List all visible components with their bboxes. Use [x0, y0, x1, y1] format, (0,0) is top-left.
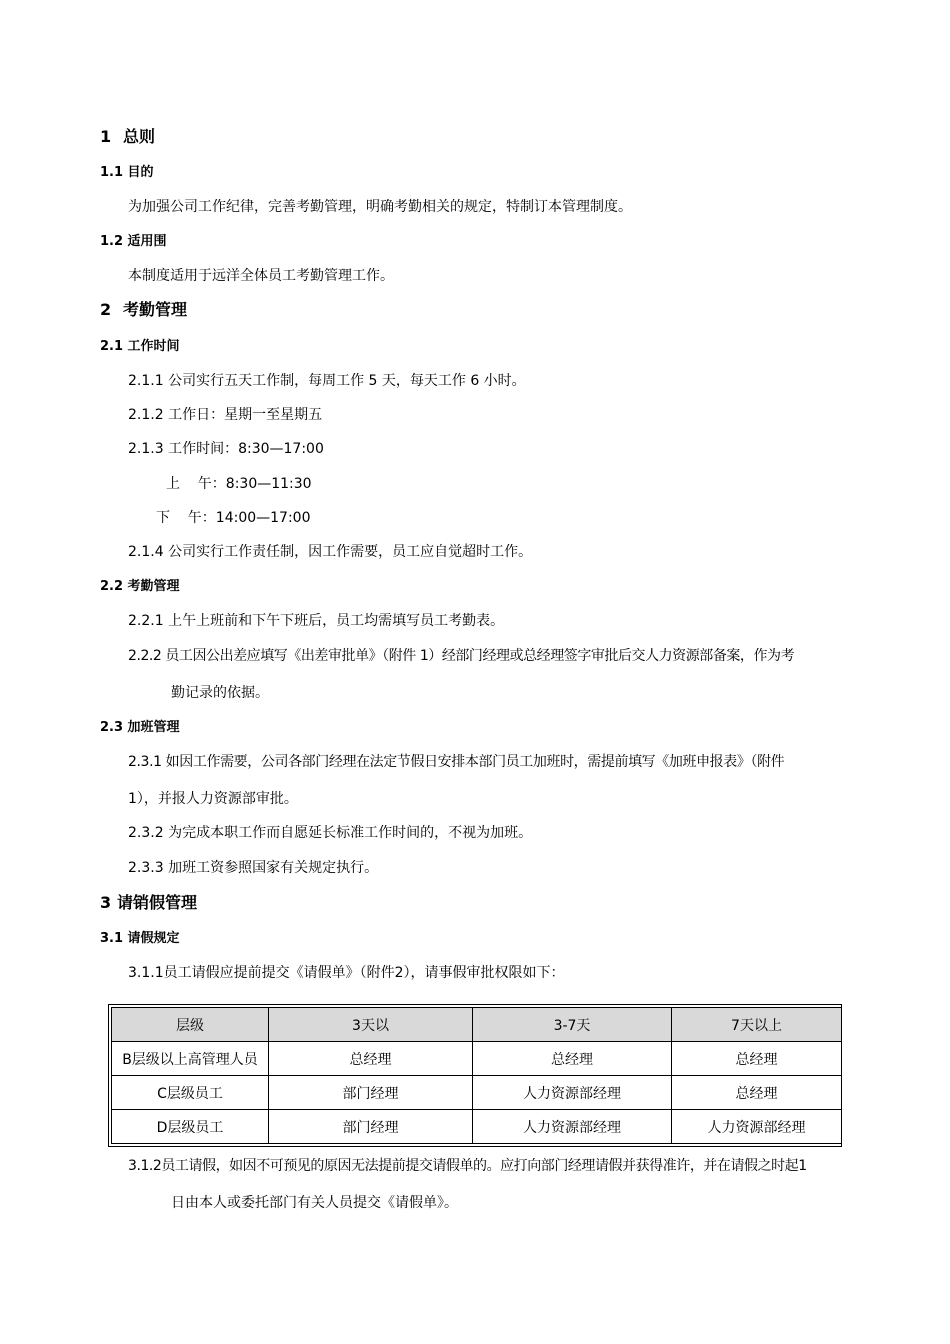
table-header-cell: 层级 — [112, 1008, 269, 1042]
paragraph: 下 午：14:00—17:00 — [156, 510, 311, 526]
table-cell: 总经理 — [269, 1042, 473, 1076]
paragraph: 2.3.1 如因工作需要，公司各部门经理在法定节假日安排本部门员工加班时，需提前填写《加班申报表》（附件 — [128, 754, 785, 770]
table-cell: 总经理 — [672, 1076, 842, 1110]
section-2-heading — [100, 300, 187, 320]
table-cell: 人力资源部经理 — [672, 1110, 842, 1144]
section-title: 请销假管理 — [117, 893, 198, 912]
section-2-2-heading: 2.2 考勤管理 — [100, 579, 180, 594]
table-cell: 总经理 — [473, 1042, 672, 1076]
paragraph: 2.1.2 工作日：星期一至星期五 — [128, 407, 323, 423]
table-header-row — [112, 1008, 842, 1042]
table-header-cell: 7天以上 — [672, 1008, 842, 1042]
section-3-1-heading: 3.1 请假规定 — [100, 931, 180, 946]
paragraph: 3.1.1员工请假应提前提交《请假单》（附件2），请事假审批权限如下： — [128, 965, 565, 981]
section-2-1-heading: 2.1 工作时间 — [100, 339, 180, 354]
section-1-heading — [100, 127, 155, 147]
approval-table — [108, 1004, 842, 1147]
table-cell: B层级以上高管理人员 — [112, 1042, 269, 1076]
paragraph: 2.2.2 员工因公出差应填写《出差审批单》（附件 1）经部门经理或总经理签字审批后交人力资源部备案，作为考 — [128, 648, 795, 664]
table-row — [112, 1042, 842, 1076]
paragraph: 为加强公司工作纪律，完善考勤管理，明确考勤相关的规定，特制订本管理制度。 — [128, 199, 632, 215]
section-number: 2 — [100, 300, 112, 319]
paragraph: 上 午：8:30—11:30 — [166, 476, 312, 492]
paragraph: 2.2.1 上午上班前和下午下班后，员工均需填写员工考勤表。 — [128, 613, 505, 629]
section-title: 考勤管理 — [123, 300, 188, 319]
table-row — [112, 1076, 842, 1110]
paragraph: 2.1.1 公司实行五天工作制，每周工作 5 天，每天工作 6 小时。 — [128, 373, 526, 389]
section-3-heading — [100, 893, 197, 913]
paragraph: 1），并报人力资源部审批。 — [128, 791, 298, 807]
table-row — [112, 1110, 842, 1144]
table-cell: C层级员工 — [112, 1076, 269, 1110]
table-cell: 部门经理 — [269, 1076, 473, 1110]
paragraph: 日由本人或委托部门有关人员提交《请假单》。 — [171, 1195, 458, 1211]
paragraph: 本制度适用于远洋全体员工考勤管理工作。 — [128, 268, 394, 284]
section-1-2-heading: 1.2 适用围 — [100, 234, 167, 249]
section-title: 总则 — [123, 127, 156, 146]
paragraph: 勤记录的依据。 — [171, 685, 269, 701]
paragraph: 2.1.4 公司实行工作责任制，因工作需要，员工应自觉超时工作。 — [128, 544, 533, 560]
section-number: 1 — [100, 127, 112, 146]
table-cell: D层级员工 — [112, 1110, 269, 1144]
paragraph: 2.1.3 工作时间：8:30—17:00 — [128, 441, 324, 457]
table-cell: 部门经理 — [269, 1110, 473, 1144]
approval-table-grid — [111, 1007, 842, 1144]
table-cell: 人力资源部经理 — [473, 1110, 672, 1144]
section-1-1-heading: 1.1 目的 — [100, 165, 154, 180]
table-cell: 总经理 — [672, 1042, 842, 1076]
paragraph: 2.3.2 为完成本职工作而自愿延长标准工作时间的，不视为加班。 — [128, 825, 533, 841]
section-2-3-heading: 2.3 加班管理 — [100, 720, 180, 735]
paragraph: 2.3.3 加班工资参照国家有关规定执行。 — [128, 860, 379, 876]
paragraph: 3.1.2员工请假，如因不可预见的原因无法提前提交请假单的。应打向部门经理请假并获得准许，并在请假之时起1 — [128, 1158, 807, 1174]
table-cell: 人力资源部经理 — [473, 1076, 672, 1110]
table-header-cell: 3-7天 — [473, 1008, 672, 1042]
section-number: 3 — [100, 893, 112, 912]
table-header-cell: 3天以 — [269, 1008, 473, 1042]
